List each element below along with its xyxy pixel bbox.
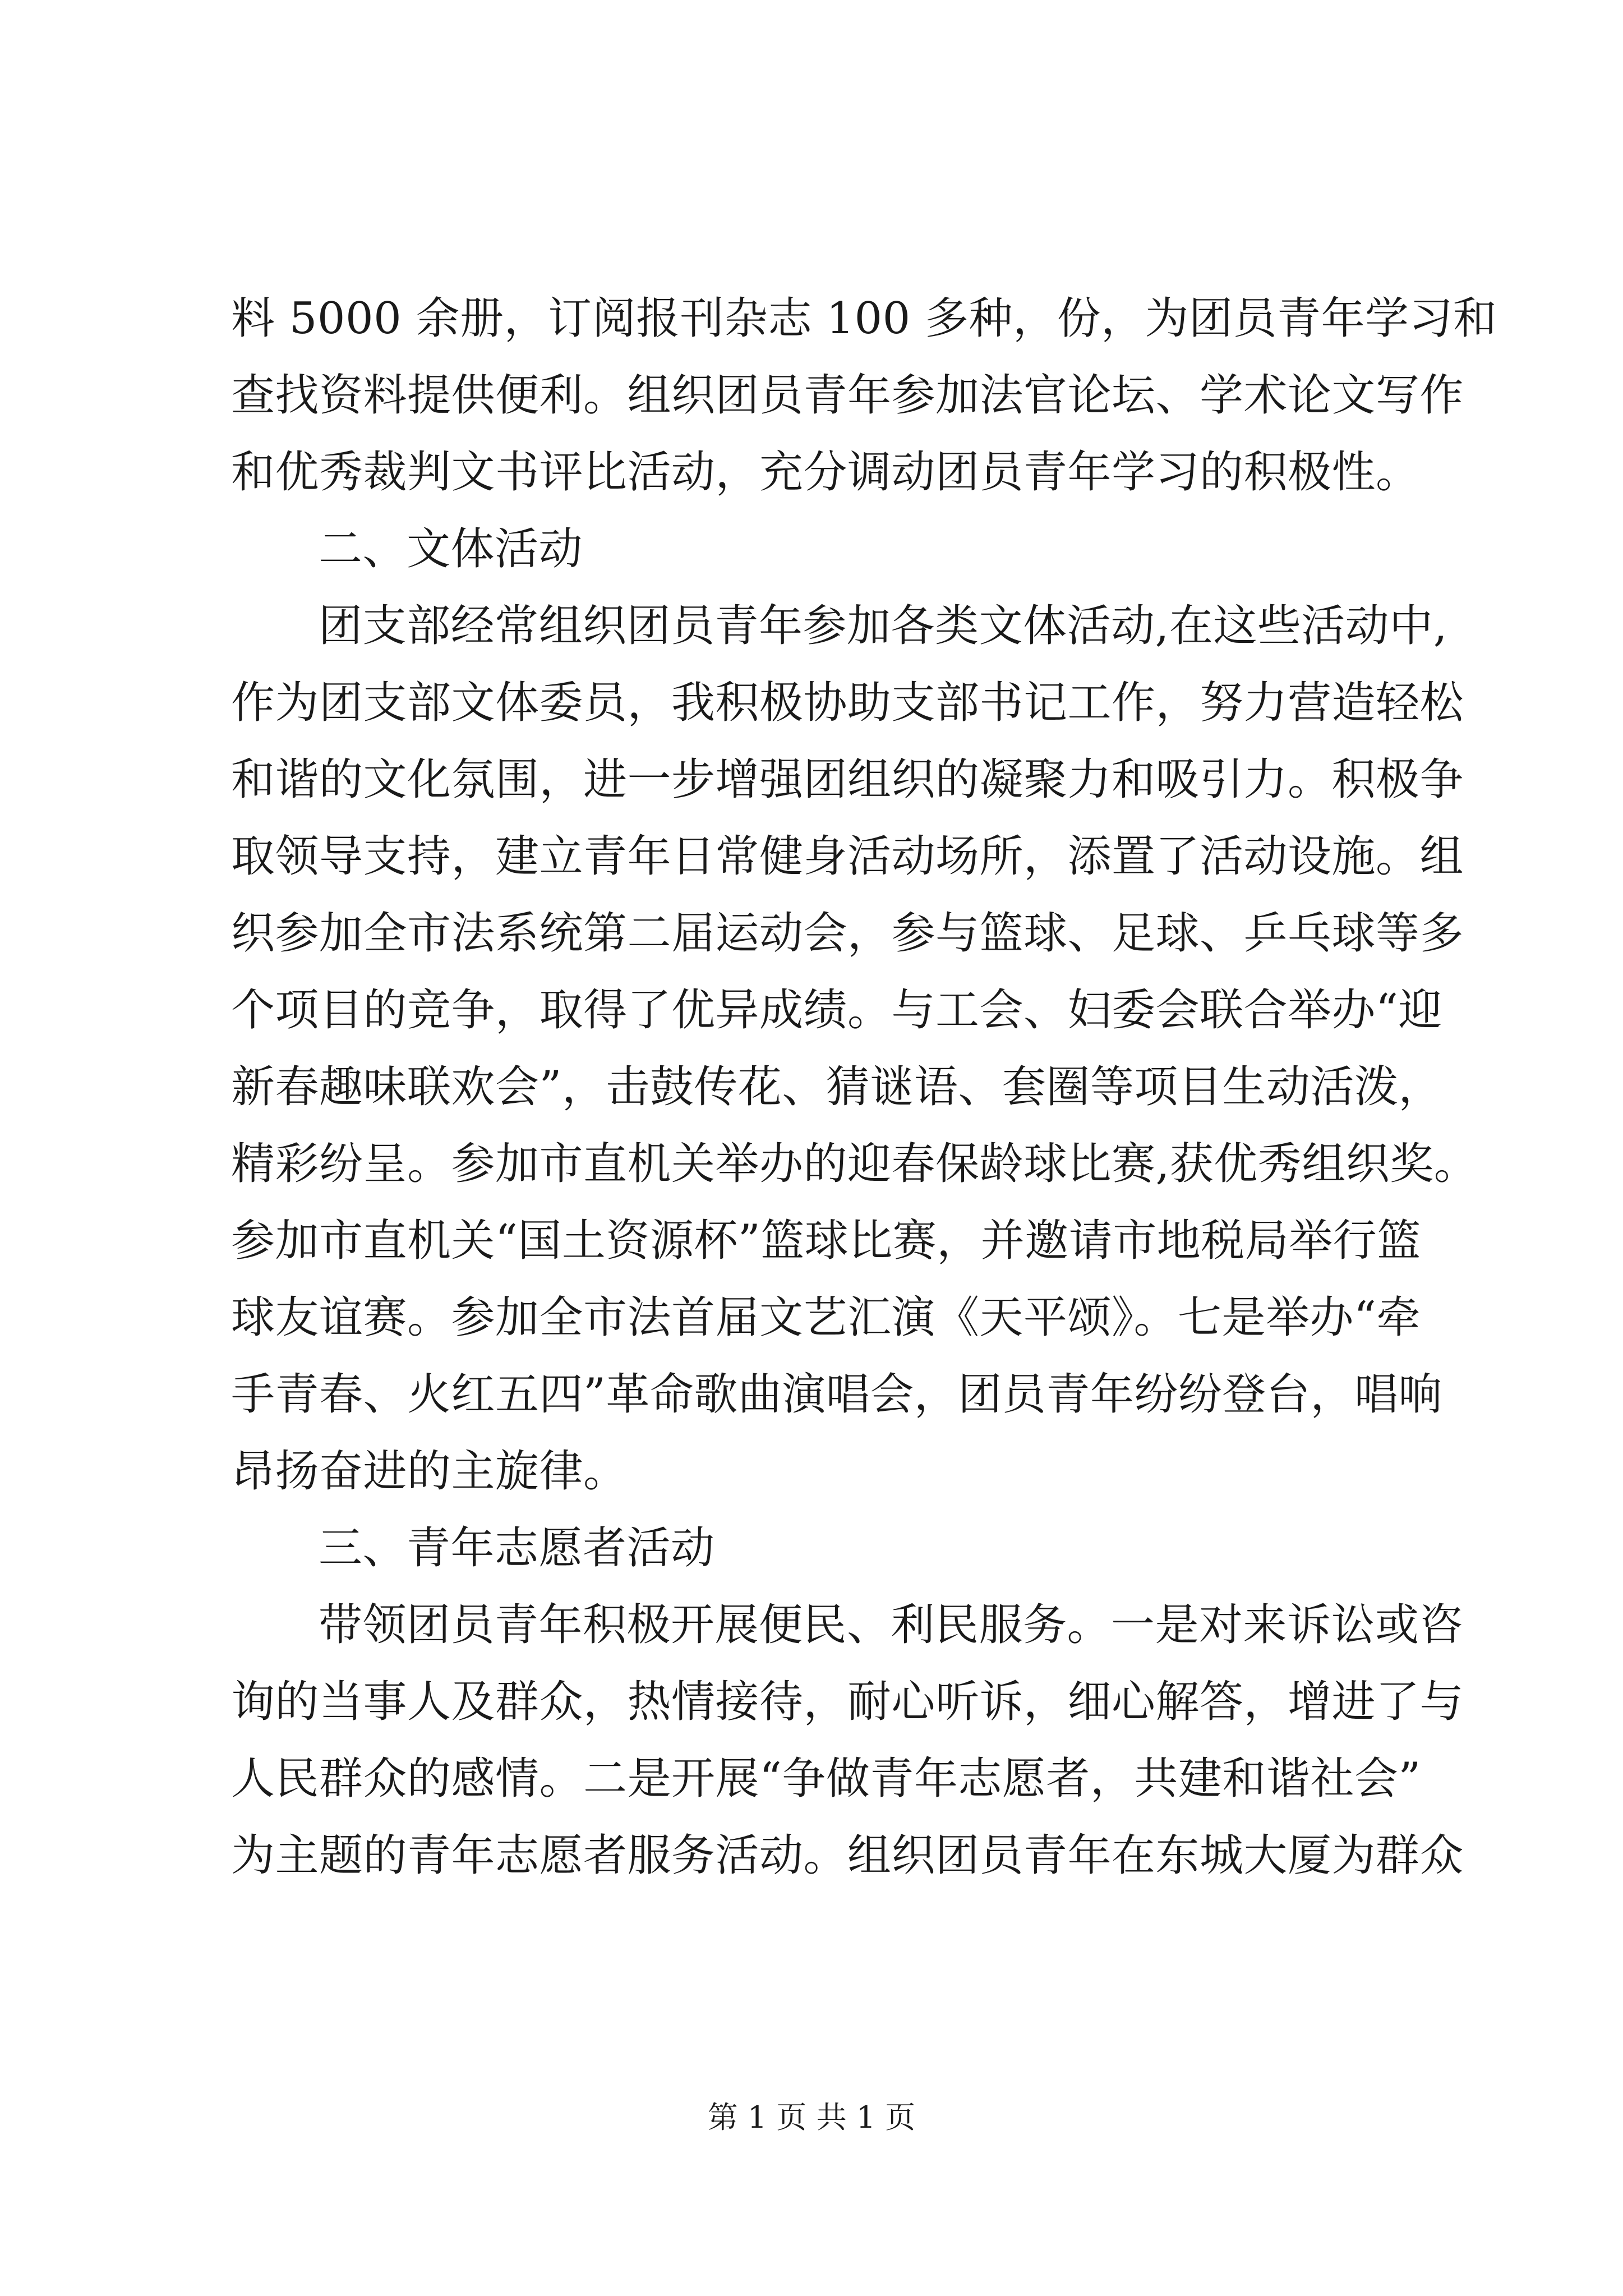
- text-line: 精彩纷呈。参加市直机关举办的迎春保龄球比赛,获优秀组织奖。: [231, 1139, 1478, 1189]
- text-line: 取领导支持，建立青年日常健身活动场所，添置了活动设施。组: [231, 831, 1464, 882]
- text-line: 团支部经常组织团员青年参加各类文体活动,在这些活动中,: [319, 601, 1448, 651]
- text-line: 为主题的青年志愿者服务活动。组织团员青年在东城大厦为群众: [231, 1830, 1464, 1881]
- text-line: 昂扬奋进的主旋律。: [231, 1446, 628, 1497]
- text-line: 球友谊赛。参加全市法首届文艺汇演《天平颂》。七是举办“牵: [231, 1292, 1421, 1343]
- text-line: 料 5000 余册，订阅报刊杂志 100 多种，份，为团员青年学习和: [231, 293, 1497, 344]
- text-line: 新春趣味联欢会”，击鼓传花、猜谜语、套圈等项目生动活泼，: [231, 1062, 1442, 1112]
- text-line: 人民群众的感情。二是开展“争做青年志愿者，共建和谐社会”: [231, 1754, 1421, 1804]
- section-heading-sports: 二、文体活动: [319, 524, 583, 574]
- page-number-footer: 第 1 页 共 1 页: [707, 2100, 916, 2135]
- text-line: 和谐的文化氛围，进一步增强团组织的凝聚力和吸引力。积极争: [231, 754, 1464, 805]
- text-line: 织参加全市法系统第二届运动会，参与篮球、足球、乒乓球等多: [231, 908, 1464, 959]
- text-line: 个项目的竞争，取得了优异成绩。与工会、妇委会联合举办“迎: [231, 985, 1442, 1036]
- text-line: 带领团员青年积极开展便民、利民服务。一是对来诉讼或咨: [319, 1600, 1464, 1650]
- text-line: 作为团支部文体委员，我积极协助支部书记工作，努力营造轻松: [231, 678, 1464, 728]
- text-line: 参加市直机关“国土资源杯”篮球比赛，并邀请市地税局举行篮: [231, 1216, 1421, 1266]
- text-line: 查找资料提供便利。组织团员青年参加法官论坛、学术论文写作: [231, 370, 1464, 421]
- text-line: 和优秀裁判文书评比活动，充分调动团员青年学习的积极性。: [231, 447, 1420, 498]
- text-line: 手青春、火红五四”革命歌曲演唱会，团员青年纷纷登台，唱响: [231, 1369, 1442, 1420]
- document-body: [231, 280, 1497, 1894]
- section-heading-volunteer: 三、青年志愿者活动: [319, 1523, 715, 1573]
- text-line: 询的当事人及群众，热情接待，耐心听诉，细心解答，增进了与: [231, 1677, 1464, 1727]
